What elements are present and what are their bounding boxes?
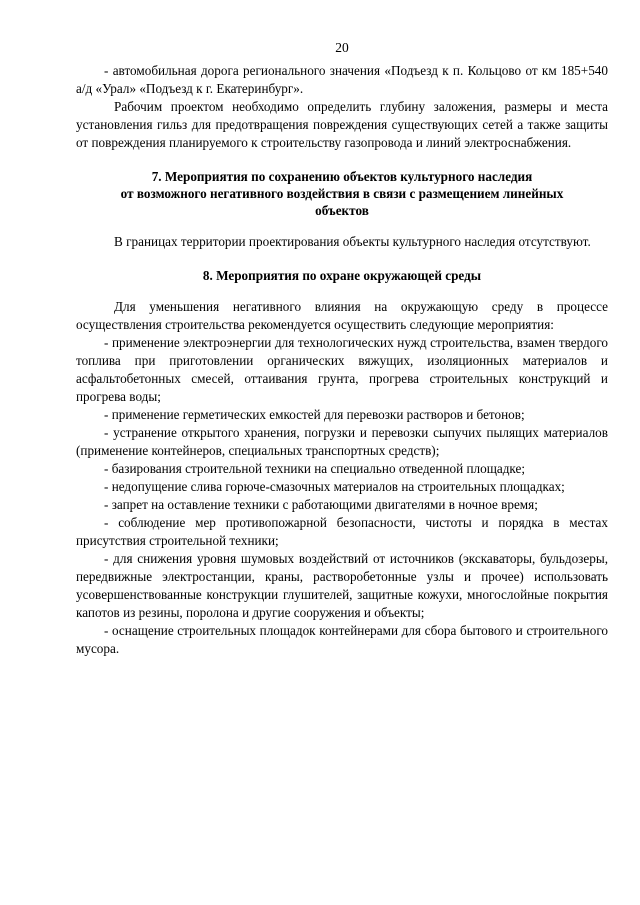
- section-7-heading-line3: объектов: [315, 203, 369, 218]
- section-8-intro: Для уменьшения негативного влияния на окружающую среду в процессе осуществления строительства рекомендуется осуществить следующие мероприятия:: [76, 299, 608, 332]
- page-number: 20: [335, 40, 349, 55]
- working-project-paragraph: Рабочим проектом необходимо определить глубину заложения, размеры и места установления гильз для предотвращения повреждения существующих сетей а также защиты от повреждения планируемого к строительству газопровода и линий электроснабжения.: [76, 99, 608, 150]
- measures-list: [76, 334, 608, 658]
- list-item: - устранение открытого хранения, погрузки и перевозки сыпучих пылящих материалов (применение контейнеров, специальных транспортных средств);: [76, 425, 608, 458]
- list-item: - запрет на оставление техники с работающими двигателями в ночное время;: [104, 497, 538, 512]
- list-item: - базирования строительной техники на специально отведенной площадке;: [104, 461, 526, 476]
- section-7-heading-line2: от возможного негативного воздействия в связи с размещением линейных: [120, 186, 564, 201]
- list-item: - применение герметических емкостей для перевозки растворов и бетонов;: [104, 407, 525, 422]
- section-7-text: В границах территории проектирования объекты культурного наследия отсутствуют.: [114, 234, 591, 249]
- list-item: - оснащение строительных площадок контейнерами для сбора бытового и строительного мусора.: [76, 623, 608, 656]
- list-item: - соблюдение мер противопожарной безопасности, чистоты и порядка в местах присутствия строительной техники;: [76, 515, 608, 548]
- list-item: - недопущение слива горюче-смазочных материалов на строительных площадках;: [104, 479, 565, 494]
- section-7-heading: [76, 168, 608, 219]
- section-7-heading-line1: 7. Мероприятия по сохранению объектов культурного наследия: [151, 169, 533, 184]
- document-body: [76, 62, 608, 658]
- list-item: - для снижения уровня шумовых воздействий от источников (экскаваторы, бульдозеры, передвижные электростанции, краны, растворобетонные узлы и прочее) использовать усовершенствованные конструкции глушителей, защитные кожухи, многослойные покрытия капотов из резины, поролона и другие сооружения и объекты;: [76, 551, 608, 620]
- road-bullet: - автомобильная дорога регионального значения «Подъезд к п. Кольцово от км 185+540 а/д «Урал» «Подъезд к г. Екатеринбург».: [76, 63, 608, 96]
- list-item: - применение электроэнергии для технологических нужд строительства, взамен твердого топлива при приготовлении органических вяжущих, изоляционных материалов и асфальтобетонных смесей, оттаивания грунта, прогрева строительных конструкций и прогрева воды;: [76, 335, 608, 404]
- section-8-heading: 8. Мероприятия по охране окружающей среды: [202, 268, 482, 283]
